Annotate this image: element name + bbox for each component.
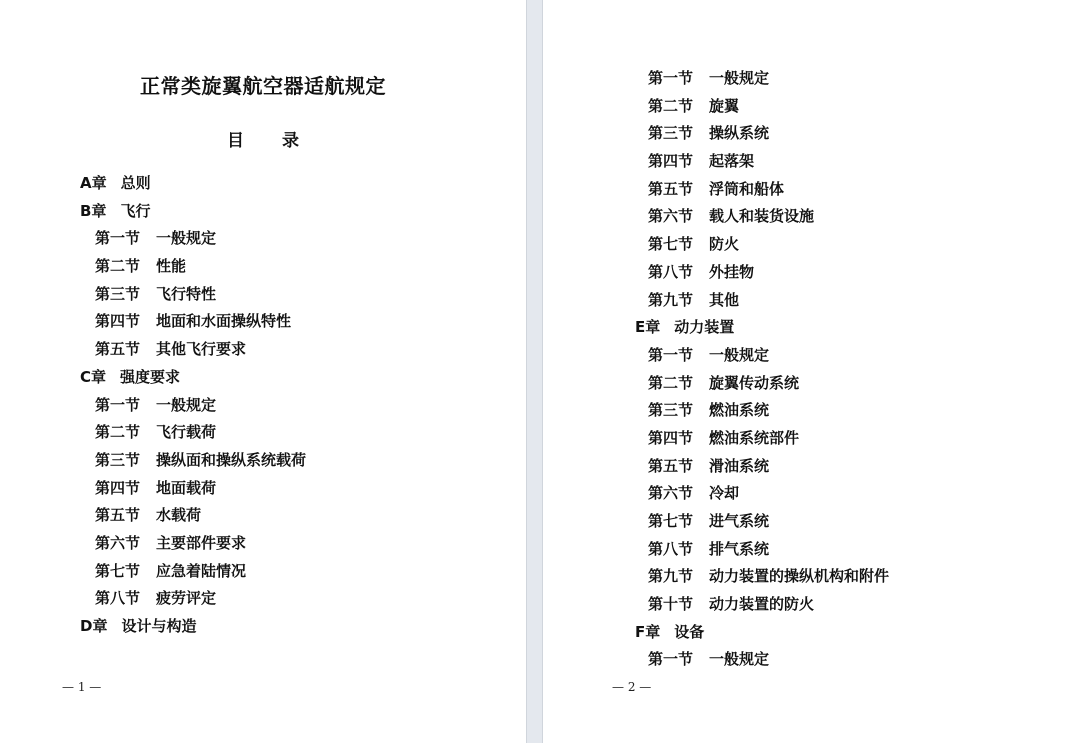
toc-entry-number: 第四节 <box>648 428 694 447</box>
toc-section-entry <box>80 336 306 364</box>
toc-list-page-2 <box>635 65 889 674</box>
page-number-1: — 1 — <box>62 680 102 694</box>
toc-section-entry <box>635 646 889 674</box>
toc-entry-number: C章 <box>80 367 107 386</box>
toc-section-entry <box>635 425 889 453</box>
toc-section-entry <box>635 120 889 148</box>
toc-entry-title: 总则 <box>120 174 151 192</box>
toc-entry-title: 主要部件要求 <box>156 533 247 552</box>
toc-section-entry <box>635 287 889 315</box>
toc-entry-number: 第五节 <box>648 456 694 475</box>
document-title: 正常类旋翼航空器适航规定 <box>140 74 386 98</box>
toc-section-entry <box>635 508 889 536</box>
toc-chapter-entry <box>80 170 306 198</box>
toc-entry-number: 第二节 <box>95 423 141 442</box>
toc-entry-number: 第七节 <box>648 512 694 530</box>
toc-entry-number: 第一节 <box>648 345 694 364</box>
toc-entry-title: 一般规定 <box>156 395 217 414</box>
toc-entry-title: 飞行特性 <box>156 284 217 303</box>
toc-entry-title: 防火 <box>709 235 740 254</box>
toc-entry-title: 水载荷 <box>156 506 202 525</box>
toc-entry-number: D章 <box>80 617 108 635</box>
toc-entry-title: 排气系统 <box>709 539 770 558</box>
toc-entry-title: 动力装置的防火 <box>709 595 815 614</box>
toc-entry-title: 一般规定 <box>709 69 770 87</box>
toc-entry-title: 燃油系统 <box>709 401 770 420</box>
toc-entry-number: 第三节 <box>648 124 694 143</box>
toc-entry-number: 第一节 <box>95 395 141 414</box>
toc-section-entry <box>635 480 889 508</box>
toc-entry-number: 第十节 <box>648 595 694 614</box>
toc-section-entry <box>635 370 889 398</box>
toc-entry-number: 第一节 <box>648 69 694 87</box>
toc-section-entry <box>635 591 889 619</box>
toc-entry-title: 其他 <box>709 290 740 309</box>
toc-entry-number: 第三节 <box>95 284 141 303</box>
toc-entry-number: 第二节 <box>95 257 141 276</box>
toc-chapter-entry <box>635 314 889 342</box>
toc-chapter-entry <box>635 619 889 647</box>
toc-entry-title: 疲劳评定 <box>156 589 217 608</box>
toc-entry-title: 其他飞行要求 <box>156 340 247 359</box>
toc-entry-title: 外挂物 <box>709 262 755 281</box>
toc-entry-title: 一般规定 <box>156 229 217 248</box>
toc-entry-number: 第一节 <box>95 229 141 248</box>
toc-section-entry <box>635 259 889 287</box>
toc-entry-title: 燃油系统部件 <box>709 428 800 447</box>
toc-entry-title: 浮筒和船体 <box>709 179 785 198</box>
toc-entry-title: 一般规定 <box>709 650 770 669</box>
toc-entry-title: 地面和水面操纵特性 <box>156 312 292 331</box>
toc-section-entry <box>80 308 306 336</box>
toc-list-page-1 <box>80 170 306 641</box>
toc-section-entry <box>80 475 306 503</box>
toc-chapter-entry <box>80 613 306 641</box>
toc-entry-number: 第八节 <box>95 589 141 608</box>
toc-entry-title: 操纵系统 <box>709 124 770 143</box>
toc-section-entry <box>635 536 889 564</box>
toc-section-entry <box>80 392 306 420</box>
toc-entry-number: 第一节 <box>648 650 694 669</box>
toc-section-entry <box>80 585 306 613</box>
toc-entry-number: 第四节 <box>95 478 141 497</box>
toc-entry-title: 冷却 <box>709 484 740 503</box>
toc-entry-title: 飞行 <box>120 201 151 220</box>
toc-entry-title: 进气系统 <box>709 512 770 530</box>
toc-entry-title: 旋翼传动系统 <box>709 373 800 392</box>
toc-entry-number: 第七节 <box>95 561 141 580</box>
toc-entry-title: 应急着陆情况 <box>156 561 247 580</box>
toc-entry-title: 载人和装货设施 <box>709 207 815 226</box>
toc-entry-number: 第七节 <box>648 235 694 254</box>
toc-entry-number: 第九节 <box>648 290 694 309</box>
toc-entry-number: 第八节 <box>648 539 694 558</box>
toc-entry-number: 第二节 <box>648 373 694 392</box>
toc-chapter-entry <box>80 364 306 392</box>
toc-entry-number: 第八节 <box>648 262 694 281</box>
toc-section-entry <box>635 397 889 425</box>
toc-entry-title: 强度要求 <box>120 367 181 386</box>
toc-entry-number: 第四节 <box>648 152 694 171</box>
toc-entry-number: 第六节 <box>648 484 694 503</box>
toc-entry-title: 飞行载荷 <box>156 423 217 442</box>
toc-section-entry <box>635 176 889 204</box>
toc-entry-title: 起落架 <box>709 152 755 171</box>
toc-entry-number: B章 <box>80 201 107 220</box>
toc-section-entry <box>80 419 306 447</box>
toc-section-entry <box>635 65 889 93</box>
toc-entry-number: 第五节 <box>95 340 141 359</box>
toc-entry-number: F章 <box>635 622 661 641</box>
toc-entry-number: 第九节 <box>648 567 694 586</box>
toc-entry-number: 第四节 <box>95 312 141 331</box>
toc-section-entry <box>80 502 306 530</box>
toc-entry-title: 设计与构造 <box>121 617 197 635</box>
toc-entry-number: 第六节 <box>648 207 694 226</box>
toc-section-entry <box>635 148 889 176</box>
toc-entry-number: 第五节 <box>95 506 141 525</box>
toc-section-entry <box>80 558 306 586</box>
toc-entry-title: 动力装置的操纵机构和附件 <box>709 567 890 586</box>
page-gutter <box>526 0 543 743</box>
toc-section-entry <box>635 563 889 591</box>
toc-section-entry <box>80 225 306 253</box>
toc-section-entry <box>635 342 889 370</box>
toc-heading: 目录 <box>227 131 337 151</box>
toc-entry-title: 动力装置 <box>674 318 735 337</box>
toc-entry-number: E章 <box>635 318 661 337</box>
toc-entry-number: 第二节 <box>648 96 694 115</box>
toc-entry-title: 旋翼 <box>709 96 740 115</box>
toc-section-entry <box>80 281 306 309</box>
toc-entry-number: 第五节 <box>648 179 694 198</box>
page-number-2: — 2 — <box>612 680 652 694</box>
toc-section-entry <box>635 203 889 231</box>
toc-entry-title: 操纵面和操纵系统载荷 <box>156 450 307 469</box>
toc-entry-number: A章 <box>80 174 107 192</box>
toc-entry-title: 滑油系统 <box>709 456 770 475</box>
toc-chapter-entry <box>80 198 306 226</box>
toc-entry-number: 第三节 <box>95 450 141 469</box>
toc-section-entry <box>80 530 306 558</box>
toc-section-entry <box>80 253 306 281</box>
toc-entry-title: 一般规定 <box>709 345 770 364</box>
toc-section-entry <box>635 93 889 121</box>
toc-section-entry <box>635 231 889 259</box>
toc-entry-title: 设备 <box>674 622 705 641</box>
toc-entry-title: 地面载荷 <box>156 478 217 497</box>
toc-entry-number: 第三节 <box>648 401 694 420</box>
toc-entry-title: 性能 <box>156 257 187 276</box>
toc-section-entry <box>635 453 889 481</box>
toc-entry-number: 第六节 <box>95 533 141 552</box>
toc-section-entry <box>80 447 306 475</box>
